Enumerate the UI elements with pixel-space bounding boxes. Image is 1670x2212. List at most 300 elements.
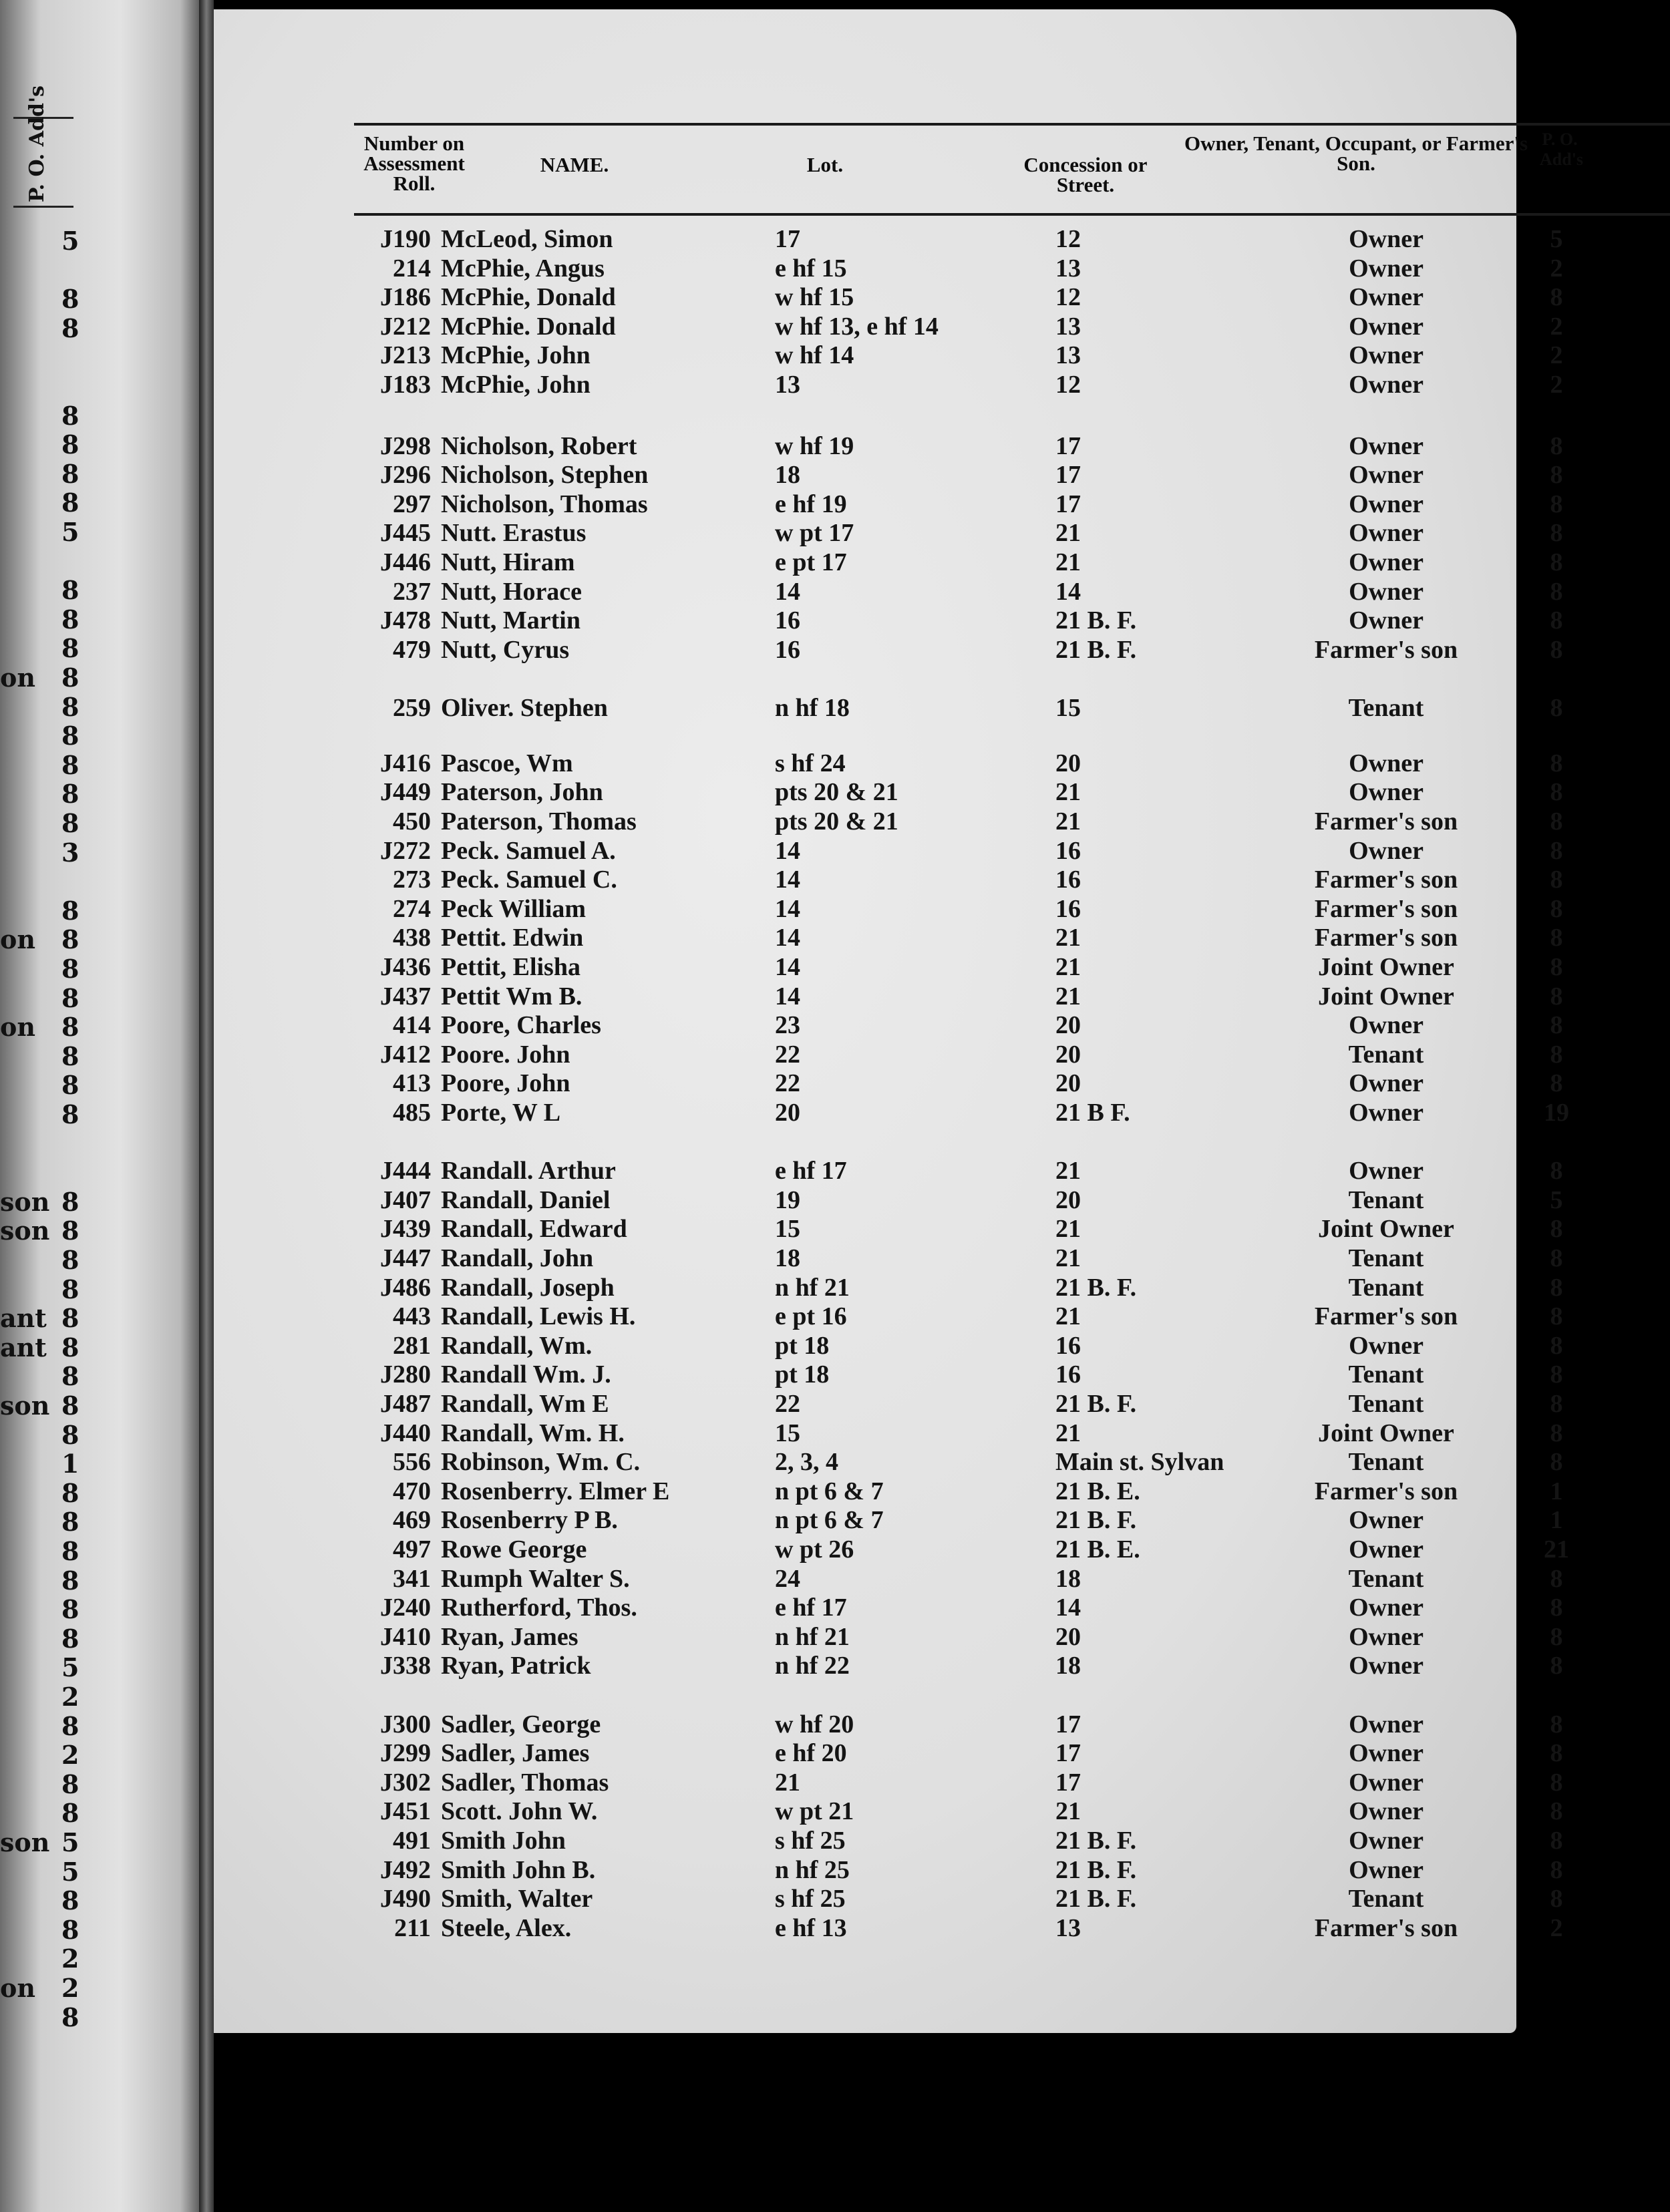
row-occupation: Joint Owner — [1318, 982, 1454, 1010]
row-name: McPhie, Angus — [441, 254, 605, 283]
left-row-suffix: on — [0, 924, 35, 955]
row-number: J486 — [380, 1273, 431, 1302]
row-number: J490 — [380, 1885, 431, 1913]
left-row — [0, 1478, 200, 1506]
row-po: 8 — [1550, 577, 1563, 606]
table-row — [214, 606, 1563, 635]
row-lot: w pt 17 — [775, 519, 854, 548]
row-concession: 21 — [1055, 1215, 1081, 1244]
row-number: 469 — [393, 1506, 431, 1535]
left-row — [0, 838, 200, 866]
row-number: J338 — [380, 1652, 431, 1680]
left-row-suffix: son — [0, 1186, 50, 1217]
row-concession: 14 — [1055, 1594, 1081, 1622]
row-po: 8 — [1550, 635, 1563, 664]
left-row-po: 8 — [61, 954, 79, 984]
left-row — [0, 371, 200, 399]
left-row — [0, 808, 200, 836]
row-number: 491 — [393, 1827, 431, 1855]
row-concession: 21 — [1055, 982, 1081, 1010]
row-name: Nicholson, Thomas — [441, 490, 648, 518]
row-number: J410 — [380, 1622, 431, 1651]
left-row-po: 8 — [61, 400, 79, 431]
row-number: 497 — [393, 1535, 431, 1563]
left-row — [0, 1187, 200, 1215]
row-lot: pts 20 & 21 — [775, 778, 898, 807]
row-po: 8 — [1550, 807, 1563, 836]
register-page — [214, 9, 1584, 2033]
row-concession: Main st. Sylvan — [1055, 1448, 1224, 1477]
table-row — [214, 1098, 1569, 1127]
row-po: 8 — [1550, 490, 1563, 518]
row-number: 214 — [393, 254, 431, 283]
left-row — [0, 779, 200, 807]
table-row — [214, 460, 1563, 490]
row-concession: 16 — [1055, 836, 1081, 865]
row-occupation: Owner — [1349, 1827, 1424, 1855]
row-concession: 18 — [1055, 1652, 1081, 1680]
row-occupation: Farmer's son — [1314, 1302, 1458, 1331]
row-concession: 21 B. F. — [1055, 1827, 1137, 1855]
row-lot: pt 18 — [775, 1331, 830, 1360]
row-po: 8 — [1550, 1419, 1563, 1447]
row-po: 8 — [1550, 606, 1563, 635]
row-number: J449 — [380, 778, 431, 807]
table-row — [214, 1302, 1563, 1331]
left-row — [0, 1274, 200, 1302]
row-occupation: Farmer's son — [1314, 894, 1458, 923]
left-row — [0, 1012, 200, 1043]
row-number: J186 — [380, 283, 431, 312]
row-concession: 14 — [1055, 577, 1081, 606]
row-po: 8 — [1550, 1797, 1563, 1826]
table-row — [214, 1913, 1563, 1943]
left-row — [0, 1769, 200, 1797]
row-occupation: Farmer's son — [1314, 1477, 1458, 1505]
row-name: Rowe George — [441, 1535, 587, 1563]
table-row — [214, 982, 1563, 1011]
left-row-po: 8 — [61, 313, 79, 343]
left-row — [0, 1885, 200, 1916]
row-occupation: Owner — [1349, 1768, 1424, 1797]
row-lot: 14 — [775, 924, 800, 952]
table-row — [214, 224, 1563, 254]
table-row — [214, 1419, 1563, 1448]
row-occupation: Farmer's son — [1314, 866, 1458, 894]
row-lot: w pt 26 — [775, 1535, 854, 1563]
header-lot: Lot. — [806, 153, 844, 176]
row-number: 297 — [393, 490, 431, 518]
row-occupation: Owner — [1349, 254, 1424, 283]
row-concession: 21 B. E. — [1055, 1535, 1140, 1563]
row-concession: 17 — [1055, 1768, 1081, 1797]
left-row-po: 8 — [61, 895, 79, 926]
left-row-po: 8 — [61, 1245, 79, 1275]
row-concession: 21 B. F. — [1055, 1273, 1137, 1302]
row-number: 450 — [393, 807, 431, 836]
row-lot: w pt 21 — [775, 1797, 854, 1826]
left-row — [0, 721, 200, 749]
table-row — [214, 777, 1563, 807]
row-occupation: Owner — [1349, 312, 1424, 341]
row-name: Pettit. Edwin — [441, 924, 584, 952]
left-row — [0, 313, 200, 341]
row-occupation: Owner — [1349, 1652, 1424, 1680]
table-row — [214, 1884, 1563, 1913]
row-occupation: Joint Owner — [1318, 953, 1454, 981]
left-row — [0, 1245, 200, 1273]
left-row — [0, 1070, 200, 1101]
row-concession: 21 B. F. — [1055, 1855, 1137, 1884]
row-concession: 16 — [1055, 1360, 1081, 1389]
row-po: 8 — [1550, 1273, 1563, 1302]
left-row — [0, 1594, 200, 1625]
row-name: Rosenberry. Elmer E — [441, 1477, 670, 1505]
left-row-po: 8 — [61, 924, 79, 955]
row-po: 8 — [1550, 283, 1563, 312]
left-row — [0, 1682, 200, 1710]
row-number: 443 — [393, 1302, 431, 1331]
row-name: Scott. John W. — [441, 1797, 598, 1826]
left-row — [0, 1216, 200, 1244]
row-po: 8 — [1550, 1710, 1563, 1738]
table-row — [214, 1010, 1563, 1040]
row-occupation: Owner — [1349, 283, 1424, 312]
table-row — [214, 1156, 1563, 1185]
left-row-po: 8 — [61, 575, 79, 606]
left-row-po: 8 — [61, 1536, 79, 1566]
row-lot: 14 — [775, 866, 800, 894]
row-po: 8 — [1550, 778, 1563, 807]
left-page — [0, 0, 200, 2212]
left-row-po: 5 — [61, 517, 79, 547]
left-row — [0, 983, 200, 1011]
left-row-po: 8 — [61, 1216, 79, 1246]
row-lot: 22 — [775, 1390, 800, 1418]
header-name: NAME. — [540, 153, 609, 176]
left-row-po: 8 — [61, 691, 79, 722]
left-row — [0, 1711, 200, 1739]
row-lot: e hf 17 — [775, 1594, 847, 1622]
row-number: J240 — [380, 1594, 431, 1622]
row-occupation: Tenant — [1348, 1040, 1424, 1069]
left-row — [0, 1827, 200, 1855]
row-occupation: Owner — [1349, 341, 1424, 370]
row-number: 470 — [393, 1477, 431, 1505]
row-number: J437 — [380, 982, 431, 1010]
row-po: 8 — [1550, 1739, 1563, 1768]
row-name: Peck. Samuel A. — [441, 836, 616, 865]
table-row — [214, 923, 1563, 952]
row-concession: 12 — [1055, 225, 1081, 253]
row-concession: 21 — [1055, 1157, 1081, 1185]
table-row — [214, 807, 1563, 836]
header-number: Number on Assessment Roll. — [363, 132, 465, 195]
left-row — [0, 1565, 200, 1594]
row-number: 237 — [393, 577, 431, 606]
left-row — [0, 1332, 200, 1360]
row-lot: 24 — [775, 1564, 800, 1593]
left-row — [0, 750, 200, 778]
left-row-po: 8 — [61, 284, 79, 315]
row-po: 2 — [1550, 1913, 1563, 1942]
row-occupation: Owner — [1349, 1797, 1424, 1826]
row-number: J440 — [380, 1419, 431, 1447]
table-row — [214, 1447, 1563, 1477]
row-name: Nutt, Cyrus — [441, 635, 570, 664]
row-concession: 16 — [1055, 894, 1081, 923]
left-row-po: 8 — [61, 808, 79, 838]
row-concession: 20 — [1055, 1185, 1081, 1214]
left-row — [0, 604, 200, 632]
table-row — [214, 1768, 1563, 1797]
left-row — [0, 1303, 200, 1334]
row-lot: 19 — [775, 1185, 800, 1214]
row-concession: 12 — [1055, 283, 1081, 312]
row-po: 8 — [1550, 836, 1563, 865]
left-row-po: 8 — [61, 1361, 79, 1392]
left-row-po: 1 — [61, 1449, 79, 1479]
table-row — [214, 1389, 1563, 1419]
left-row-po: 8 — [61, 1041, 79, 1071]
table-row — [214, 577, 1563, 606]
row-lot: s hf 25 — [775, 1885, 846, 1913]
row-lot: s hf 25 — [775, 1827, 846, 1855]
row-lot: w hf 15 — [775, 283, 854, 312]
row-occupation: Owner — [1349, 1157, 1424, 1185]
row-po: 8 — [1550, 1855, 1563, 1884]
table-row — [214, 1710, 1563, 1739]
row-po: 2 — [1550, 312, 1563, 341]
row-name: Sadler, Thomas — [441, 1768, 609, 1797]
table-row — [214, 635, 1563, 665]
left-row-po: 8 — [61, 779, 79, 809]
row-occupation: Tenant — [1348, 1244, 1424, 1272]
left-row — [0, 1129, 200, 1157]
left-row-suffix: son — [0, 1827, 50, 1857]
row-name: Randall Wm. J. — [441, 1360, 611, 1389]
row-concession: 21 — [1055, 548, 1081, 576]
table-row — [214, 254, 1563, 283]
row-occupation: Tenant — [1348, 693, 1424, 722]
row-name: Randall. Arthur — [441, 1157, 616, 1185]
row-occupation: Owner — [1349, 1506, 1424, 1535]
row-lot: 14 — [775, 836, 800, 865]
row-name: Smith John — [441, 1827, 566, 1855]
row-occupation: Tenant — [1348, 1360, 1424, 1389]
row-lot: 22 — [775, 1069, 800, 1098]
row-occupation: Owner — [1349, 1535, 1424, 1563]
row-po: 8 — [1550, 953, 1563, 981]
table-row — [214, 1855, 1563, 1885]
row-po: 8 — [1550, 461, 1563, 490]
table-row — [214, 1564, 1563, 1594]
left-row — [0, 924, 200, 955]
row-lot: 16 — [775, 635, 800, 664]
row-name: Sadler, George — [441, 1710, 601, 1738]
left-row — [0, 1652, 200, 1683]
left-row — [0, 1973, 200, 2001]
left-row — [0, 866, 200, 894]
row-concession: 21 B F. — [1055, 1099, 1130, 1127]
left-row-po: 8 — [61, 1885, 79, 1916]
left-row — [0, 1099, 200, 1127]
row-number: J412 — [380, 1040, 431, 1069]
row-occupation: Tenant — [1348, 1448, 1424, 1477]
row-concession: 20 — [1055, 1069, 1081, 1098]
row-concession: 13 — [1055, 1913, 1081, 1942]
row-name: McPhie, John — [441, 371, 591, 399]
row-lot: n hf 21 — [775, 1622, 850, 1651]
row-name: McPhie. Donald — [441, 312, 616, 341]
row-occupation: Owner — [1349, 1594, 1424, 1622]
row-concession: 17 — [1055, 461, 1081, 490]
table-row — [214, 283, 1563, 312]
row-number: J439 — [380, 1215, 431, 1244]
left-row — [0, 401, 200, 429]
row-name: Rumph Walter S. — [441, 1564, 630, 1593]
row-occupation: Tenant — [1348, 1564, 1424, 1593]
left-row-po: 5 — [61, 1856, 79, 1887]
row-po: 8 — [1550, 1622, 1563, 1651]
left-row-po: 8 — [61, 1623, 79, 1654]
left-row — [0, 255, 200, 283]
left-row-po: 8 — [61, 1798, 79, 1829]
left-row-po: 8 — [61, 429, 79, 460]
table-row — [214, 312, 1563, 341]
row-number: 259 — [393, 693, 431, 722]
row-po: 8 — [1550, 1069, 1563, 1098]
left-row-suffix: son — [0, 1216, 50, 1246]
row-name: Nutt, Hiram — [441, 548, 575, 576]
row-number: J298 — [380, 431, 431, 460]
row-lot: n pt 6 & 7 — [775, 1477, 884, 1505]
row-lot: 14 — [775, 982, 800, 1010]
row-lot: 16 — [775, 606, 800, 635]
row-number: 281 — [393, 1331, 431, 1360]
row-occupation: Owner — [1349, 490, 1424, 518]
left-row-po: 5 — [61, 226, 79, 256]
row-po: 8 — [1550, 924, 1563, 952]
left-row-po: 8 — [61, 1391, 79, 1421]
row-po: 8 — [1550, 1652, 1563, 1680]
left-row-po: 2 — [61, 1740, 79, 1771]
row-concession: 13 — [1055, 312, 1081, 341]
row-concession: 12 — [1055, 371, 1081, 399]
left-row-po: 8 — [61, 663, 79, 693]
row-po: 8 — [1550, 1302, 1563, 1331]
row-concession: 17 — [1055, 1710, 1081, 1738]
row-concession: 20 — [1055, 749, 1081, 777]
row-number: J299 — [380, 1739, 431, 1768]
row-concession: 21 B. F. — [1055, 606, 1137, 635]
row-name: Randall, Wm. H. — [441, 1419, 625, 1447]
row-occupation: Joint Owner — [1318, 1215, 1454, 1244]
row-po: 8 — [1550, 866, 1563, 894]
row-concession: 21 — [1055, 953, 1081, 981]
row-po: 8 — [1550, 431, 1563, 460]
left-row — [0, 2002, 200, 2030]
row-occupation: Tenant — [1348, 1885, 1424, 1913]
row-number: J492 — [380, 1855, 431, 1884]
row-number: J296 — [380, 461, 431, 490]
row-name: Nutt, Horace — [441, 577, 582, 606]
row-number: J183 — [380, 371, 431, 399]
left-row-po: 8 — [61, 982, 79, 1013]
left-row-po: 8 — [61, 458, 79, 489]
left-row-po: 8 — [61, 1419, 79, 1450]
table-row — [214, 1826, 1563, 1855]
left-row-po: 3 — [61, 837, 79, 868]
table-row — [214, 1360, 1563, 1389]
row-concession: 18 — [1055, 1564, 1081, 1593]
left-row-suffix: on — [0, 663, 35, 693]
row-po: 2 — [1550, 341, 1563, 370]
row-number: J436 — [380, 953, 431, 981]
row-name: Poore, Charles — [441, 1011, 601, 1040]
row-occupation: Owner — [1349, 1099, 1424, 1127]
row-lot: s hf 24 — [775, 749, 846, 777]
header-po: P. O. Add's — [1540, 130, 1584, 169]
row-name: Poore, John — [441, 1069, 570, 1098]
row-lot: 14 — [775, 953, 800, 981]
row-lot: 20 — [775, 1099, 800, 1127]
row-name: Randall, Edward — [441, 1215, 627, 1244]
row-lot: 18 — [775, 461, 800, 490]
left-row-suffix: ant — [0, 1332, 47, 1362]
row-number: 438 — [393, 924, 431, 952]
left-row-po: 8 — [61, 2002, 79, 2032]
left-row — [0, 954, 200, 982]
left-row-po: 2 — [61, 1682, 79, 1712]
row-number: 414 — [393, 1011, 431, 1040]
left-row — [0, 663, 200, 691]
table-row — [214, 518, 1563, 548]
table-row — [214, 490, 1563, 519]
row-number: J451 — [380, 1797, 431, 1826]
row-lot: w hf 14 — [775, 341, 854, 370]
left-row — [0, 575, 200, 606]
row-po: 8 — [1550, 519, 1563, 548]
row-lot: n hf 21 — [775, 1273, 850, 1302]
row-name: Ryan, James — [441, 1622, 578, 1651]
row-concession: 17 — [1055, 431, 1081, 460]
row-occupation: Owner — [1349, 749, 1424, 777]
left-row — [0, 1798, 200, 1829]
row-lot: n hf 18 — [775, 693, 850, 722]
table-row — [214, 693, 1563, 723]
row-lot: w hf 19 — [775, 431, 854, 460]
left-row — [0, 546, 200, 574]
row-lot: 15 — [775, 1419, 800, 1447]
row-concession: 13 — [1055, 341, 1081, 370]
row-concession: 16 — [1055, 866, 1081, 894]
row-name: Peck. Samuel C. — [441, 866, 617, 894]
row-number: 413 — [393, 1069, 431, 1098]
left-row-po: 8 — [61, 1565, 79, 1596]
row-name: Peck William — [441, 894, 587, 923]
row-name: Pettit Wm B. — [441, 982, 582, 1010]
table-row — [214, 1273, 1563, 1302]
left-po-header-label: P. O. Add's — [25, 85, 49, 202]
table-row — [214, 1593, 1563, 1622]
row-lot: 17 — [775, 225, 800, 253]
left-row-po: 8 — [61, 1099, 79, 1129]
row-po: 8 — [1550, 1885, 1563, 1913]
row-number: 485 — [393, 1099, 431, 1127]
row-occupation: Owner — [1349, 519, 1424, 548]
left-row-po: 8 — [61, 1012, 79, 1043]
